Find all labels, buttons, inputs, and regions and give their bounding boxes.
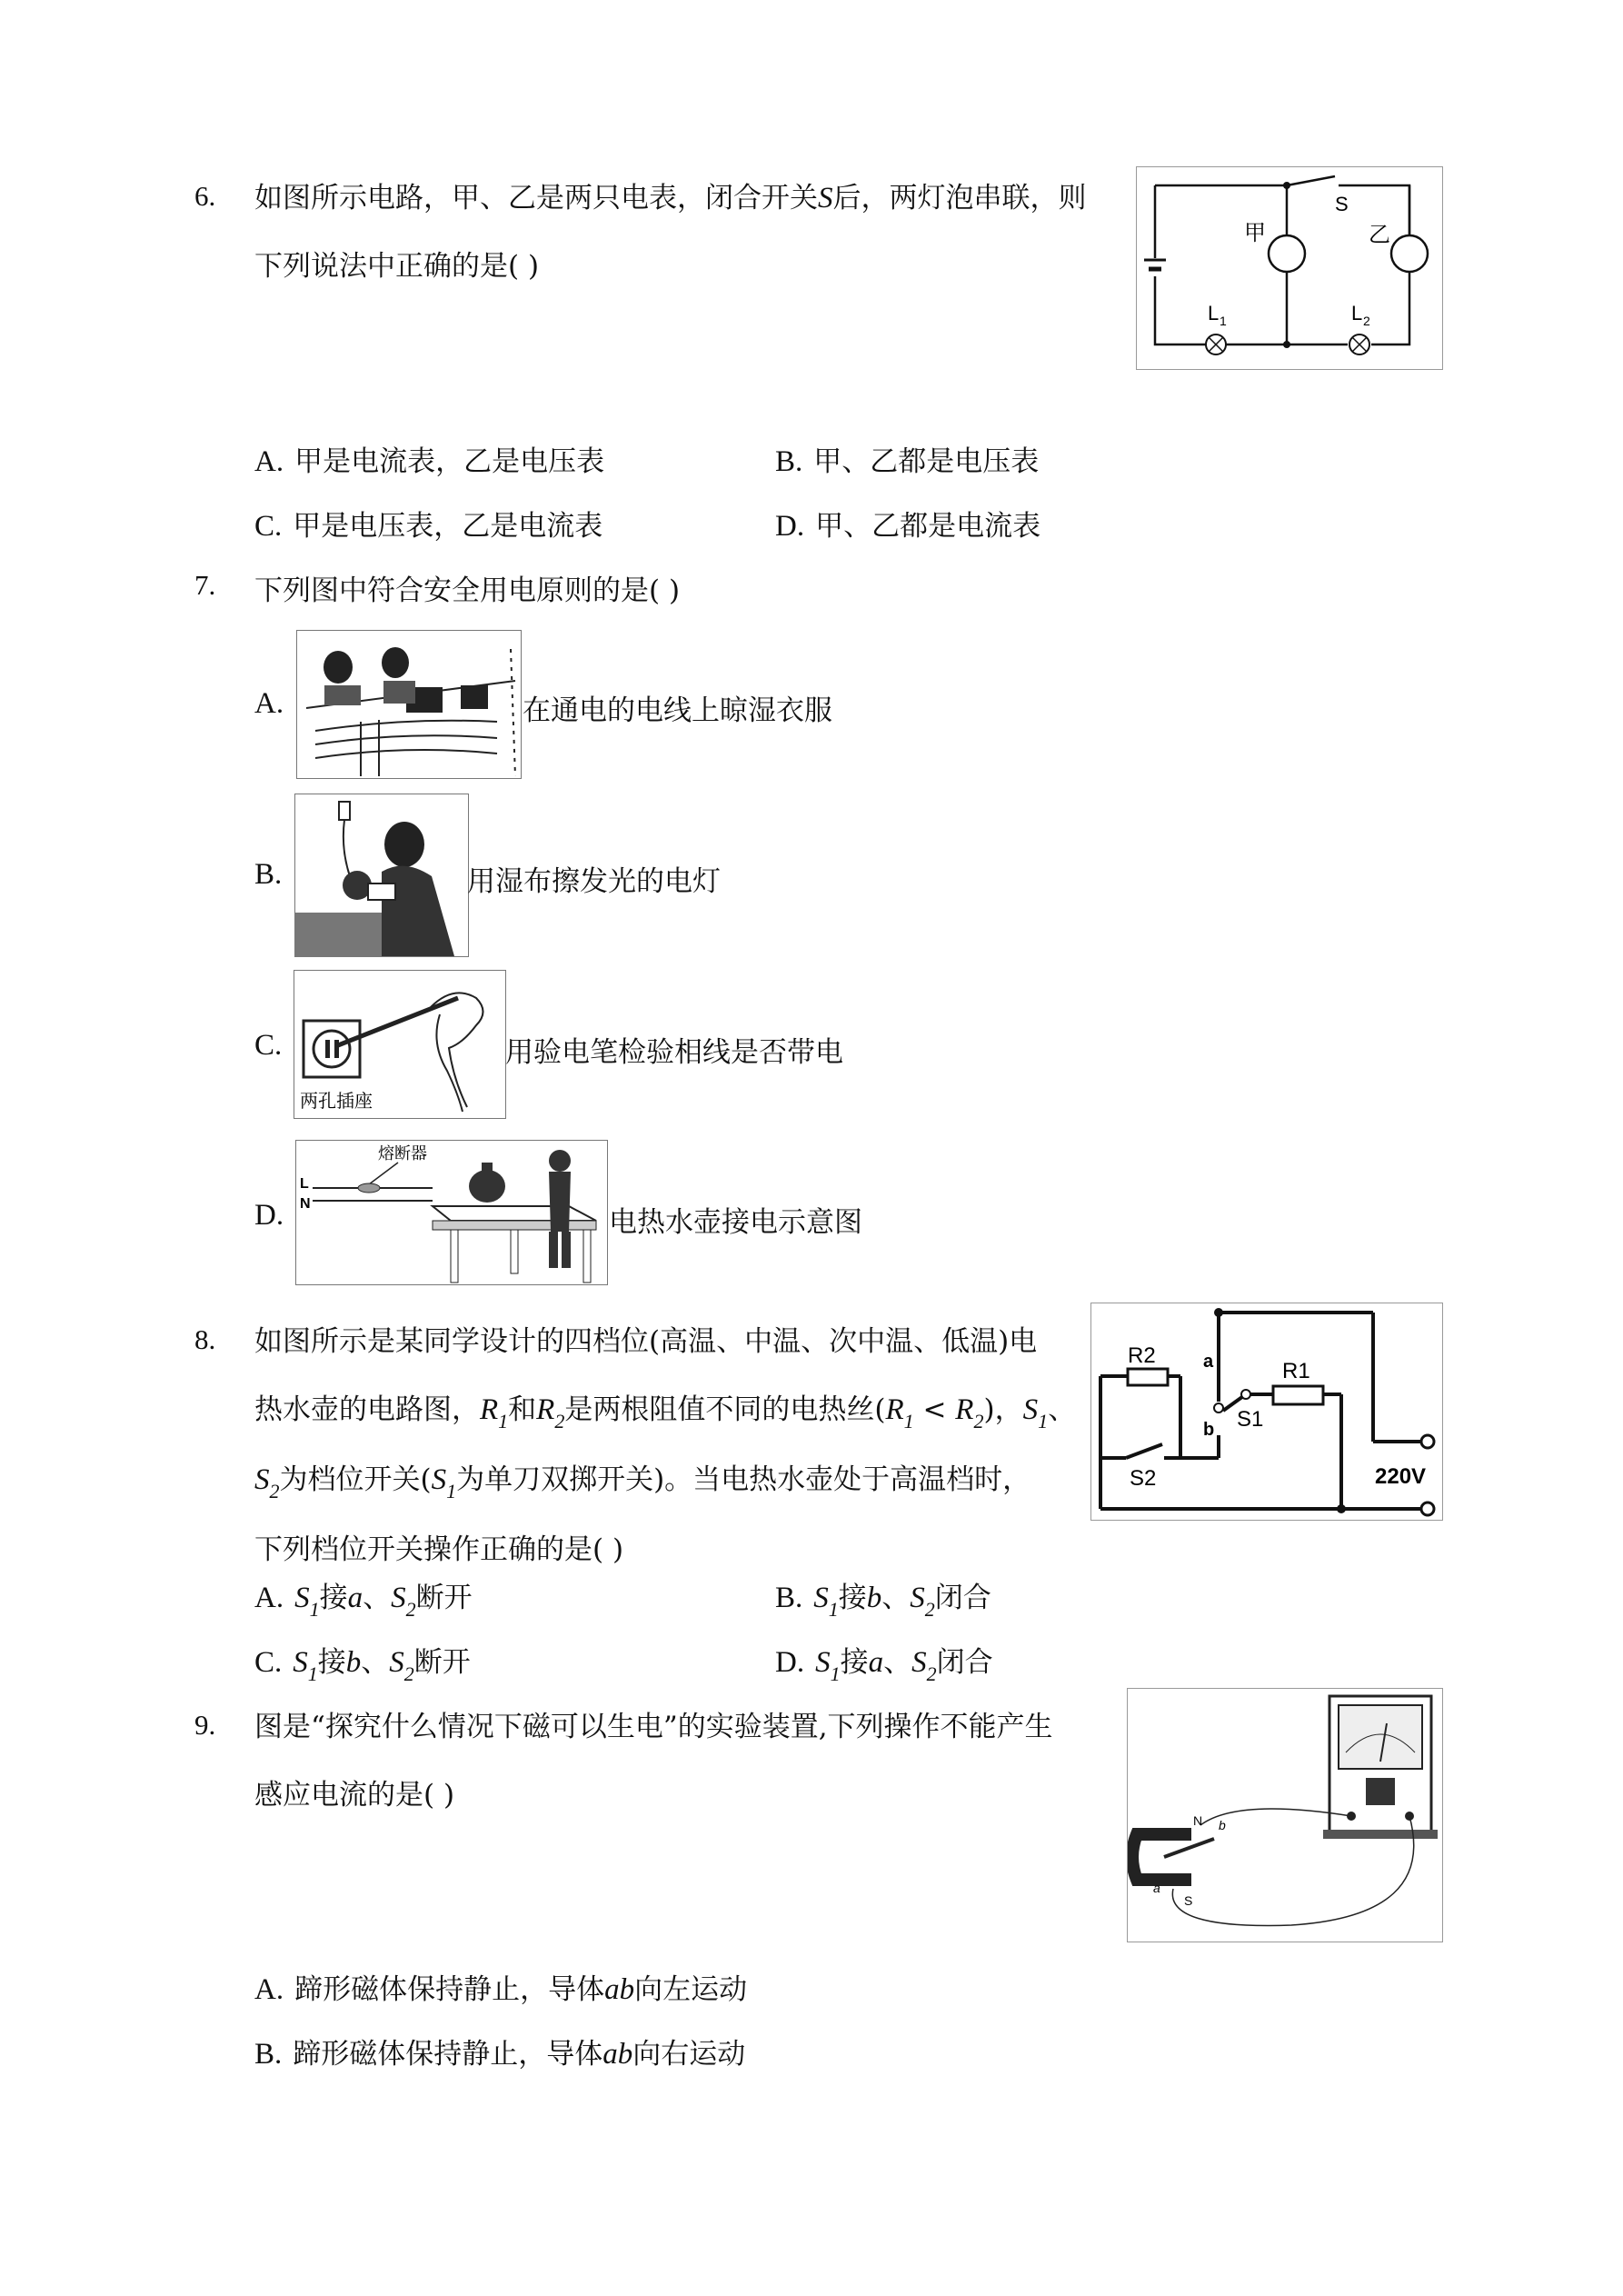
q8-label-s2: S2 [1130,1466,1157,1491]
q6-stem [254,165,1127,301]
q8-label-s1: S1 [1237,1407,1264,1432]
q9-label-b: b [1219,1818,1226,1832]
q6-stem-line2: 下列说法中正确的是( ) [254,250,540,283]
resistor-r2 [1128,1369,1168,1385]
terminal-top [1421,1435,1434,1448]
q9-number: 9. [194,1709,216,1741]
q6-option-c[interactable]: C. 甲是电压表，乙是电流表 [254,510,603,543]
q8-label-b: b [1203,1420,1215,1440]
lamp-l1 [1206,334,1226,354]
q9-option-a[interactable]: A. 蹄形磁体保持静止，导体ab向左运动 [254,1973,748,2006]
label-l2: L [1351,302,1363,324]
q6-option-a[interactable]: A. 甲是电流表，乙是电压表 [254,445,605,478]
q8-stem-line2: 热水壶的电路图，$R_1$和$R_2$是两根阻值不同的电热丝$(R_1 < R_2)$，$S_1$、 [254,1393,1077,1433]
q6-number: 6. [194,180,216,212]
q8-label-voltage: 220V [1375,1464,1427,1489]
q7-option-c-letter[interactable]: C. [254,1029,283,1062]
q7-option-b-text: 用湿布擦发光的电灯 [467,865,721,898]
q9-label-a: a [1153,1881,1160,1895]
q9-stem-line1: 图是“探究什么情况下磁可以生电”的实验装置,下列操作不能产生 [254,1711,1053,1743]
q9-apparatus-figure [1127,1688,1443,1942]
q7-option-d-text: 电热水壶接电示意图 [609,1206,862,1239]
q8-var-r2: $R_2$ [536,1393,565,1433]
q8-circuit-figure [1090,1303,1443,1521]
horseshoe-magnet [1132,1834,1191,1880]
q8-option-a[interactable]: A. $S_1$接a、$S_2$断开 [254,1582,473,1621]
q7-option-b-letter[interactable]: B. [254,858,283,891]
q6-option-d[interactable]: D. 甲、乙都是电流表 [775,510,1041,543]
q9-stem [254,1693,1109,1830]
q8-var-r1: $R_1$ [480,1393,509,1433]
q8-option-c[interactable]: C. $S_1$接b、$S_2$断开 [254,1646,471,1685]
q8-option-b[interactable]: B. $S_1$接b、$S_2$闭合 [775,1582,991,1621]
q8-stem-line3: $S_2$为档位开关($S_1$为单刀双掷开关)。当电热水壶处于高温档时， [254,1463,1031,1502]
conductor-ab [1164,1839,1214,1857]
label-l1: L [1208,302,1220,324]
q7-option-c-image [294,970,506,1119]
q7-number: 7. [194,569,216,601]
q8-stem-line4: 下列档位开关操作正确的是( ) [254,1533,624,1566]
q8-number: 8. [194,1323,216,1355]
q8-option-d[interactable]: D. $S_1$接a、$S_2$闭合 [775,1646,993,1685]
q9-stem-line2: 感应电流的是( ) [254,1779,455,1812]
label-l2-sub: 2 [1363,314,1370,328]
q7-option-a-image [296,630,522,779]
q6-circuit-diagram [1137,167,1442,369]
q9-option-b[interactable]: B. 蹄形磁体保持静止，导体ab向右运动 [254,2038,746,2071]
label-l1-sub: 1 [1220,314,1227,328]
q6-stem-line1b: 后，两灯泡串联，则 [832,182,1087,215]
q8-label-r2: R2 [1128,1343,1156,1368]
q7-option-c-text: 用验电笔检验相线是否带电 [505,1036,843,1069]
q7-c-img-label: 两孔插座 [300,1092,373,1112]
meter-jia [1269,235,1305,272]
q8-stem-line1: 如图所示是某同学设计的四档位(高温、中温、次中温、低温)电 [254,1325,1038,1358]
q7-option-d-image [295,1140,608,1285]
q6-circuit-figure [1136,166,1443,370]
meter-yi [1391,235,1428,272]
q7-d-img-fuse-label: 熔断器 [378,1144,427,1163]
label-jia: 甲 [1244,221,1266,245]
q7-d-img-l: L [300,1176,309,1192]
q6-var-s: S [818,182,833,215]
q6-stem-line1a: 如图所示电路，甲、乙是两只电表，闭合开关 [254,182,818,215]
q7-option-a-letter[interactable]: A. [254,687,284,720]
q7-d-img-n: N [300,1196,311,1212]
q9-label-s: S [1184,1893,1193,1908]
resistor-r1 [1273,1386,1323,1404]
terminal-bottom [1421,1502,1434,1515]
label-s: S [1335,193,1349,215]
label-yi: 乙 [1369,223,1390,247]
q7-option-b-image [294,794,469,957]
q8-label-r1: R1 [1282,1359,1310,1383]
q6-option-b[interactable]: B. 甲、乙都是电压表 [775,445,1040,478]
q7-stem: 下列图中符合安全用电原则的是( ) [254,574,681,607]
lamp-l2 [1349,334,1369,354]
q9-label-n: N [1193,1813,1203,1828]
q7-option-a-text: 在通电的电线上晾湿衣服 [523,694,832,727]
q8-label-a: a [1203,1352,1214,1372]
q7-option-d-letter[interactable]: D. [254,1199,284,1232]
q8-stem [254,1308,1090,1584]
